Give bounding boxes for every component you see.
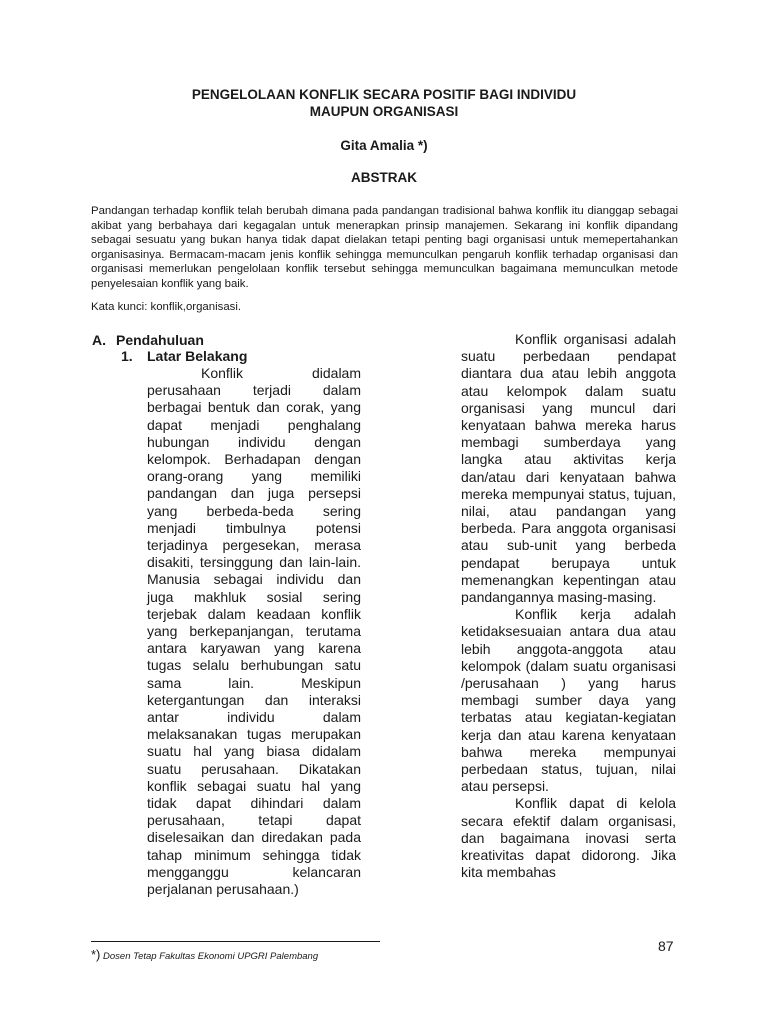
section-title: Pendahuluan xyxy=(116,332,204,348)
footnote-marker: *) xyxy=(91,947,101,962)
subsection-heading-latar-belakang xyxy=(121,348,247,364)
footnote-divider xyxy=(91,941,380,942)
right-column-paragraph-2: Konflik kerja adalah ketidaksesuaian antara dua atau lebih anggota-anggota atau kelompok (dalam suatu organisasi /perusahaan ) yang harus membagi sumber daya yang terbatas atau kegiatan-kegiatan kerja dan atau karena kenyataan bahwa mereka mempunyai perbedaan status, tujuan, nilai atau persepsi. xyxy=(461,606,676,795)
left-column-paragraph: Konflik didalam perusahaan terjadi dalam berbagai bentuk dan corak, yang dapat menjadi penghalang hubungan individu dengan kelompok. Berhadapan dengan orang-orang yang memiliki pandangan dan juga persepsi yang berbeda-beda sering menjadi timbulnya potensi terjadinya pergesekan, merasa disakiti, tersinggung dan lain-lain. Manusia sebagai individu dan juga makhluk sosial sering terjebak dalam keadaan konflik yang berkepanjangan, terutama antara karyawan yang karena tugas selalu berhubungan satu sama lain. Meskipun ketergantungan dan interaksi antar individu dalam melaksanakan tugas merupakan suatu hal yang biasa didalam suatu perusahaan. Dikatakan konflik sebagai suatu hal yang tidak dapat dihindari dalam perusahaan, tetapi dapat diselesaikan dan diredakan pada tahap minimum sehingga tidak mengganggu kelancaran perjalanan perusahaan.) xyxy=(147,365,361,898)
footnote-text: Dosen Tetap Fakultas Ekonomi UPGRI Palembang xyxy=(103,951,319,962)
subsection-title: Latar Belakang xyxy=(147,348,248,364)
keywords: Kata kunci: konflik,organisasi. xyxy=(91,301,242,313)
footnote xyxy=(91,947,318,962)
section-number: A. xyxy=(92,332,106,348)
right-column-paragraph-3: Konflik dapat di kelola secara efektif dalam organisasi, dan bagaimana inovasi serta kreativitas dapat didorong. Jika kita membahas xyxy=(461,795,676,881)
section-heading-pendahuluan xyxy=(92,332,204,348)
left-column xyxy=(147,365,361,898)
subsection-number: 1. xyxy=(121,348,133,364)
abstract-heading: ABSTRAK xyxy=(351,170,417,185)
title-line-1: PENGELOLAAN KONFLIK SECARA POSITIF BAGI INDIVIDU xyxy=(191,87,577,102)
paper-title xyxy=(0,86,768,120)
right-column xyxy=(461,331,676,882)
author-name: Gita Amalia *) xyxy=(340,138,428,153)
title-line-2: MAUPUN ORGANISASI xyxy=(309,104,459,119)
right-column-paragraph-1: Konflik organisasi adalah suatu perbedaan pendapat diantara dua atau lebih anggota atau kelompok dalam suatu organisasi yang muncul dari kenyataan bahwa mereka harus membagi sumberdaya yang langka atau aktivitas kerja dan/atau dari kenyataan bahwa mereka mempunyai status, tujuan, nilai, atau pandangan yang berbeda. Para anggota organisasi atau sub-unit yang berbeda pendapat berupaya untuk memenangkan kepentingan atau pandangannya masing-masing. xyxy=(461,331,676,606)
abstract-text: Pandangan terhadap konflik telah berubah dimana pada pandangan tradisional bahwa konflik itu dianggap sebagai akibat yang berbahaya dari kegagalan untuk menerapkan prinsip manajemen. Sekarang ini konflik dipandang sebagai sesuatu yang bukan hanya tidak dapat dielakan tetapi penting bagi organisasi untuk memepertahankan organisasinya. Bermacam-macam jenis konflik sehingga memunculkan pengaruh konflik terhadap organisasi dan organisasi memerlukan pengelolaan konflik tersebut sehingga memunculkan bagaimana memunculkan metode penyelesaian konflik yang baik. xyxy=(91,205,678,290)
page-number: 87 xyxy=(658,938,674,954)
